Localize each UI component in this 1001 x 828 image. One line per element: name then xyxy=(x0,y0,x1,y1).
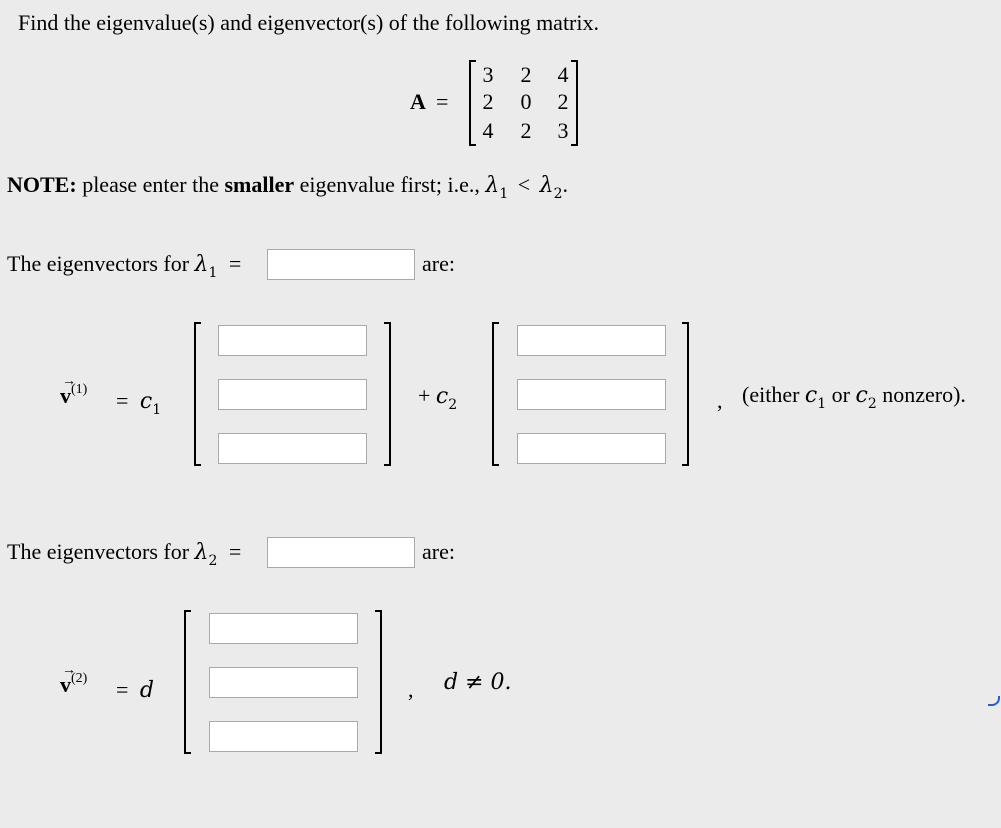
question-prompt: Find the eigenvalue(s) and eigenvector(s) of the following matrix. xyxy=(18,10,599,35)
note-line: NOTE: please enter the smaller eigenvalue first; i.e., $\lambda_1 < \lambda_2$. xyxy=(7,172,569,202)
lambda2-comma: , xyxy=(408,677,414,702)
vector1-right-bracket xyxy=(384,322,391,466)
matrix-equals: = xyxy=(436,89,449,114)
vector2-symbol: → $v^{(2)}$ xyxy=(60,663,88,697)
lambda1-label-line xyxy=(7,251,241,280)
lambda2-label: The eigenvectors for xyxy=(7,539,190,564)
vector2-left-bracket xyxy=(492,322,499,466)
lambda2-value-input[interactable] xyxy=(267,537,415,568)
coef-c2: $c_2$ xyxy=(435,384,458,413)
lambda2-condition: d ≠ 0. xyxy=(444,670,512,695)
vector3-right-bracket xyxy=(375,610,382,754)
matrix-left-bracket xyxy=(469,60,476,146)
lambda1-condition: (either $c_1$ or $c_2$ nonzero). xyxy=(742,382,966,412)
matrix-cell: 4 xyxy=(482,118,494,143)
v1-component-1-input[interactable] xyxy=(218,325,367,356)
matrix-cell: 2 xyxy=(482,89,494,114)
v3-component-1-input[interactable] xyxy=(209,613,358,644)
lambda2-are: are: xyxy=(422,539,455,564)
vector1-left-bracket xyxy=(194,322,201,466)
lambda1-value-input[interactable] xyxy=(267,249,415,280)
note-emphasis: smaller xyxy=(224,172,295,197)
cursor-mark-icon xyxy=(988,696,1000,706)
v2-component-2-input[interactable] xyxy=(517,379,666,410)
v1-component-3-input[interactable] xyxy=(218,433,367,464)
matrix-cell: 4 xyxy=(557,62,569,87)
note-lambda1: $\lambda_1$ xyxy=(485,173,509,202)
vector3-left-bracket xyxy=(184,610,191,754)
vector1-symbol: → $v^{(1)}$ xyxy=(60,374,88,408)
v2-component-3-input[interactable] xyxy=(517,433,666,464)
lambda1-are: are: xyxy=(422,251,455,276)
vector2-right-bracket xyxy=(682,322,689,466)
lambda2-equals: = xyxy=(228,539,242,564)
v2-component-1-input[interactable] xyxy=(517,325,666,356)
v1-component-2-input[interactable] xyxy=(218,379,367,410)
note-text-before: please enter the xyxy=(82,172,219,197)
v3-component-2-input[interactable] xyxy=(209,667,358,698)
v3-component-3-input[interactable] xyxy=(209,721,358,752)
lambda1-label: The eigenvectors for xyxy=(7,251,190,276)
note-inequality: < xyxy=(517,172,531,197)
matrix-cell: 2 xyxy=(520,118,532,143)
lambda1-equals: = xyxy=(228,251,242,276)
matrix-right-bracket xyxy=(571,60,578,146)
note-label: NOTE: xyxy=(7,172,77,197)
lambda1-symbol: $\lambda_1$ xyxy=(194,252,218,281)
matrix-label: A xyxy=(410,89,426,114)
matrix-cell: 0 xyxy=(520,89,532,114)
matrix-cell: 3 xyxy=(482,62,494,87)
vector2-equals: = d xyxy=(116,677,155,703)
note-lambda2: $\lambda_2$ xyxy=(539,173,563,202)
coef-c1: $c_1$ xyxy=(139,389,162,418)
lambda2-label-line xyxy=(7,539,241,568)
matrix-cell: 3 xyxy=(557,118,569,143)
matrix-cell: 2 xyxy=(520,62,532,87)
matrix-cell: 2 xyxy=(557,89,569,114)
vector1-equals: = $c_1$ xyxy=(116,388,162,418)
coef-d: d xyxy=(139,678,155,703)
note-text-after: eigenvalue first; i.e., xyxy=(299,172,480,197)
lambda1-comma: , xyxy=(717,388,723,413)
plus-c2: + $c_2$ xyxy=(418,383,458,413)
lambda2-symbol: $\lambda_2$ xyxy=(194,540,218,569)
